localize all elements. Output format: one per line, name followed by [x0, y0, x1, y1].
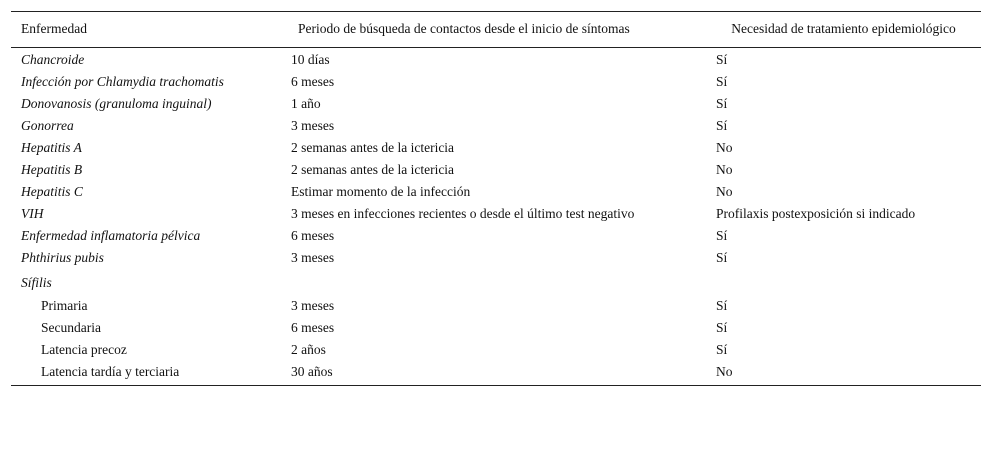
period-cell: 2 semanas antes de la ictericia: [291, 140, 455, 155]
contact-tracing-table: [11, 11, 981, 386]
table-row: [11, 247, 981, 269]
table-header: [11, 12, 981, 48]
table-row: [11, 115, 981, 137]
table-row: [11, 159, 981, 181]
disease-cell: Enfermedad inflamatoria pélvica: [21, 228, 201, 243]
disease-subitem-cell: Latencia tardía y terciaria: [41, 364, 180, 379]
treatment-cell: Sí: [716, 342, 728, 357]
table-row-group-syphilis: [11, 269, 981, 295]
header-row: [11, 12, 981, 48]
treatment-cell: Profilaxis postexposición si indicado: [716, 206, 916, 221]
disease-cell: Chancroide: [21, 52, 85, 67]
disease-cell: Gonorrea: [21, 118, 74, 133]
disease-cell: Phthirius pubis: [21, 250, 104, 265]
disease-cell: Hepatitis A: [21, 140, 82, 155]
treatment-cell: No: [716, 162, 733, 177]
table-body: [11, 48, 981, 386]
disease-subitem-cell: Latencia precoz: [41, 342, 127, 357]
disease-subitem-cell: Primaria: [41, 298, 88, 313]
treatment-cell: No: [716, 140, 733, 155]
period-cell: 30 años: [291, 364, 333, 379]
period-cell: 1 año: [291, 96, 321, 111]
treatment-cell: Sí: [716, 52, 728, 67]
treatment-cell: Sí: [716, 228, 728, 243]
disease-group-cell: Sífilis: [21, 275, 52, 290]
treatment-cell: No: [716, 184, 733, 199]
contact-tracing-table-container: [11, 11, 981, 386]
period-cell: 6 meses: [291, 74, 335, 89]
table-row: [11, 48, 981, 72]
treatment-cell: No: [716, 364, 733, 379]
header-treatment: Necesidad de tratamiento epidemiológico: [731, 21, 956, 36]
disease-cell: Hepatitis B: [21, 162, 83, 177]
table-row: [11, 93, 981, 115]
header-period: Periodo de búsqueda de contactos desde el inicio de síntomas: [298, 21, 630, 36]
treatment-cell: Sí: [716, 118, 728, 133]
period-cell: 6 meses: [291, 228, 335, 243]
disease-cell: Donovanosis (granuloma inguinal): [21, 96, 212, 111]
table-row: [11, 181, 981, 203]
period-cell: 6 meses: [291, 320, 335, 335]
table-row: [11, 137, 981, 159]
table-row-subitem: [11, 339, 981, 361]
disease-cell: Infección por Chlamydia trachomatis: [21, 74, 224, 89]
table-row: [11, 225, 981, 247]
disease-cell: VIH: [21, 206, 44, 221]
header-disease: Enfermedad: [21, 21, 87, 36]
treatment-cell: Sí: [716, 96, 728, 111]
table-row-subitem: [11, 295, 981, 317]
period-cell: 2 años: [291, 342, 326, 357]
treatment-cell: Sí: [716, 74, 728, 89]
table-row: [11, 71, 981, 93]
disease-subitem-cell: Secundaria: [41, 320, 101, 335]
table-row: [11, 203, 981, 225]
period-cell: [281, 269, 706, 295]
treatment-cell: Sí: [716, 320, 728, 335]
period-cell: 3 meses: [291, 298, 335, 313]
period-cell: 10 días: [291, 52, 330, 67]
period-cell: 2 semanas antes de la ictericia: [291, 162, 455, 177]
table-row-subitem: [11, 317, 981, 339]
treatment-cell: Sí: [716, 298, 728, 313]
period-cell: Estimar momento de la infección: [291, 184, 471, 199]
disease-cell: Hepatitis C: [21, 184, 83, 199]
treatment-cell: Sí: [716, 250, 728, 265]
period-cell: 3 meses: [291, 250, 335, 265]
treatment-cell: [706, 269, 981, 295]
period-cell: 3 meses en infecciones recientes o desde el último test negativo: [291, 206, 635, 221]
period-cell: 3 meses: [291, 118, 335, 133]
table-row-subitem: [11, 361, 981, 386]
